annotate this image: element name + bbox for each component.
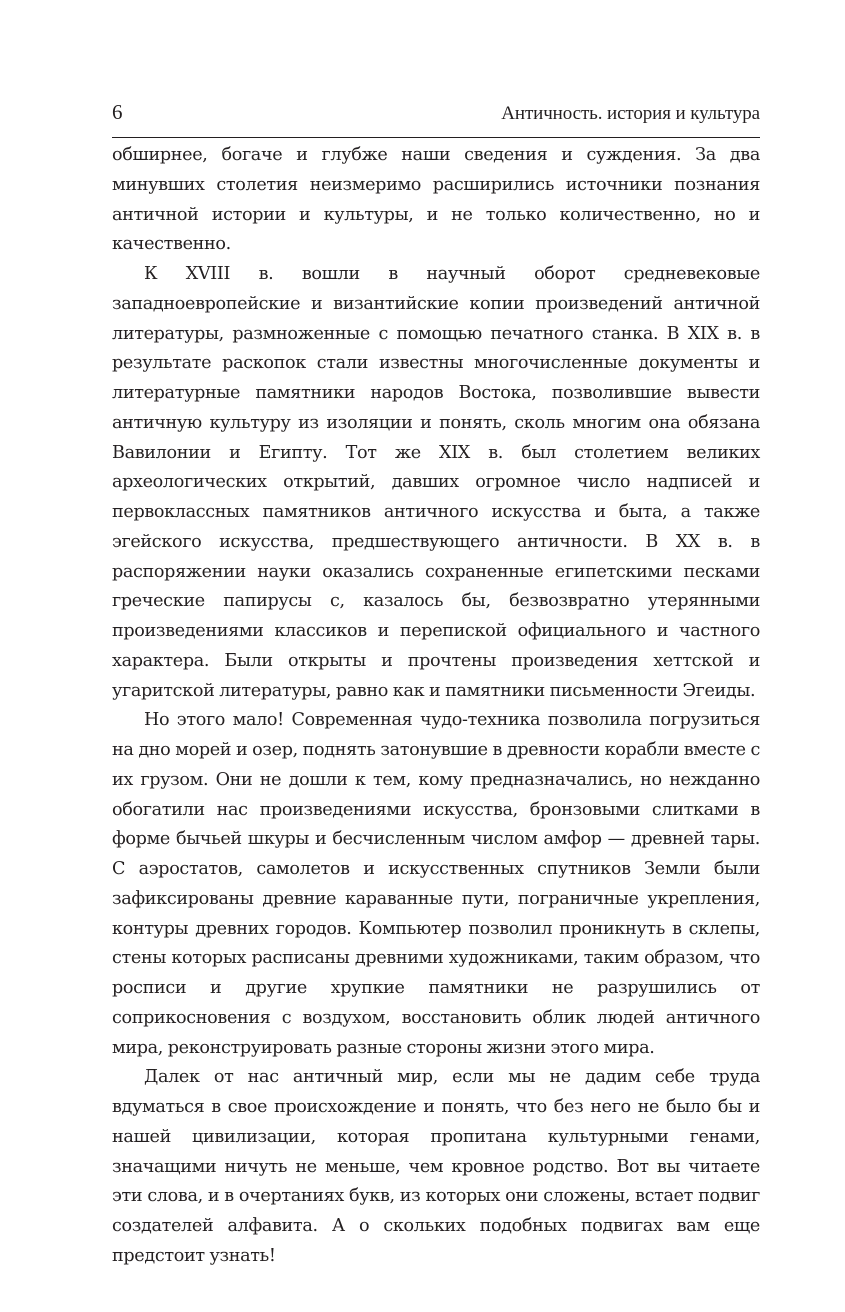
running-head xyxy=(112,96,760,130)
header-rule xyxy=(112,137,760,138)
paragraph-continued: обширнее, богаче и глубже наши сведения и суждения. За два минувших столетия неизмеримо расширились источники познания античной истории и культуры, и не только количественно, но и качественно. xyxy=(112,145,760,255)
running-title: Античность. история и культура xyxy=(501,103,760,124)
paragraph: Но этого мало! Современная чудо-техника позволила погрузиться на дно морей и озер, поднять затонувшие в древности корабли вместе с их грузом. Они не дошли к тем, кому предназначались, но нежданно обогатили нас произведениями искусства, бронзовыми слитками в форме бычьей шкуры и бесчисленным числом амфор — древней тары. С аэростатов, самолетов и искусственных спутников Земли были зафиксированы древние караванные пути, пограничные укрепления, контуры древних городов. Компьютер позволил проникнуть в склепы, стены которых расписаны древними художниками, таким образом, что росписи и другие хрупкие памятники не разрушились от соприкосновения с воздухом, восстановить облик людей античного мира, реконструировать разные стороны жизни этого мира. xyxy=(112,710,760,1058)
paragraph: К XVIII в. вошли в научный оборот средневековые западноевропейские и византийские копии произведений античной литературы, размноженные с помощью печатного станка. В XIX в. в результате раскопок стали известны многочисленные документы и литературные памятники народов Востока, позволившие вывести античную культуру из изоляции и понять, сколь многим она обязана Вавилонии и Египту. Тот же XIX в. был столетием великих археологических открытий, давших огромное число надписей и первоклассных памятников античного искусства и быта, а также эгейского искусства, предшествующего античности. В XX в. в распоряжении науки оказались сохраненные египетскими песками греческие папирусы с, казалось бы, безвозвратно утерянными произведениями классиков и перепиской официального и частного характера. Были открыты и прочтены произведения хеттской и угаритской литературы, равно как и памятники письменности Эгеиды. xyxy=(112,264,760,701)
page-number: 6 xyxy=(112,100,123,124)
book-page xyxy=(112,96,760,1272)
paragraph: Далек от нас античный мир, если мы не дадим себе труда вдуматься в свое происхождение и понять, что без него не было бы и нашей цивилизации, которая пропитана культурными генами, значащими ничуть не меньше, чем кровное родство. Вот вы читаете эти слова, и в очертаниях букв, из которых они сложены, встает подвиг создателей алфавита. А о скольких подобных подвигах вам еще предстоит узнать! xyxy=(112,1067,760,1266)
body-text xyxy=(112,141,760,1272)
